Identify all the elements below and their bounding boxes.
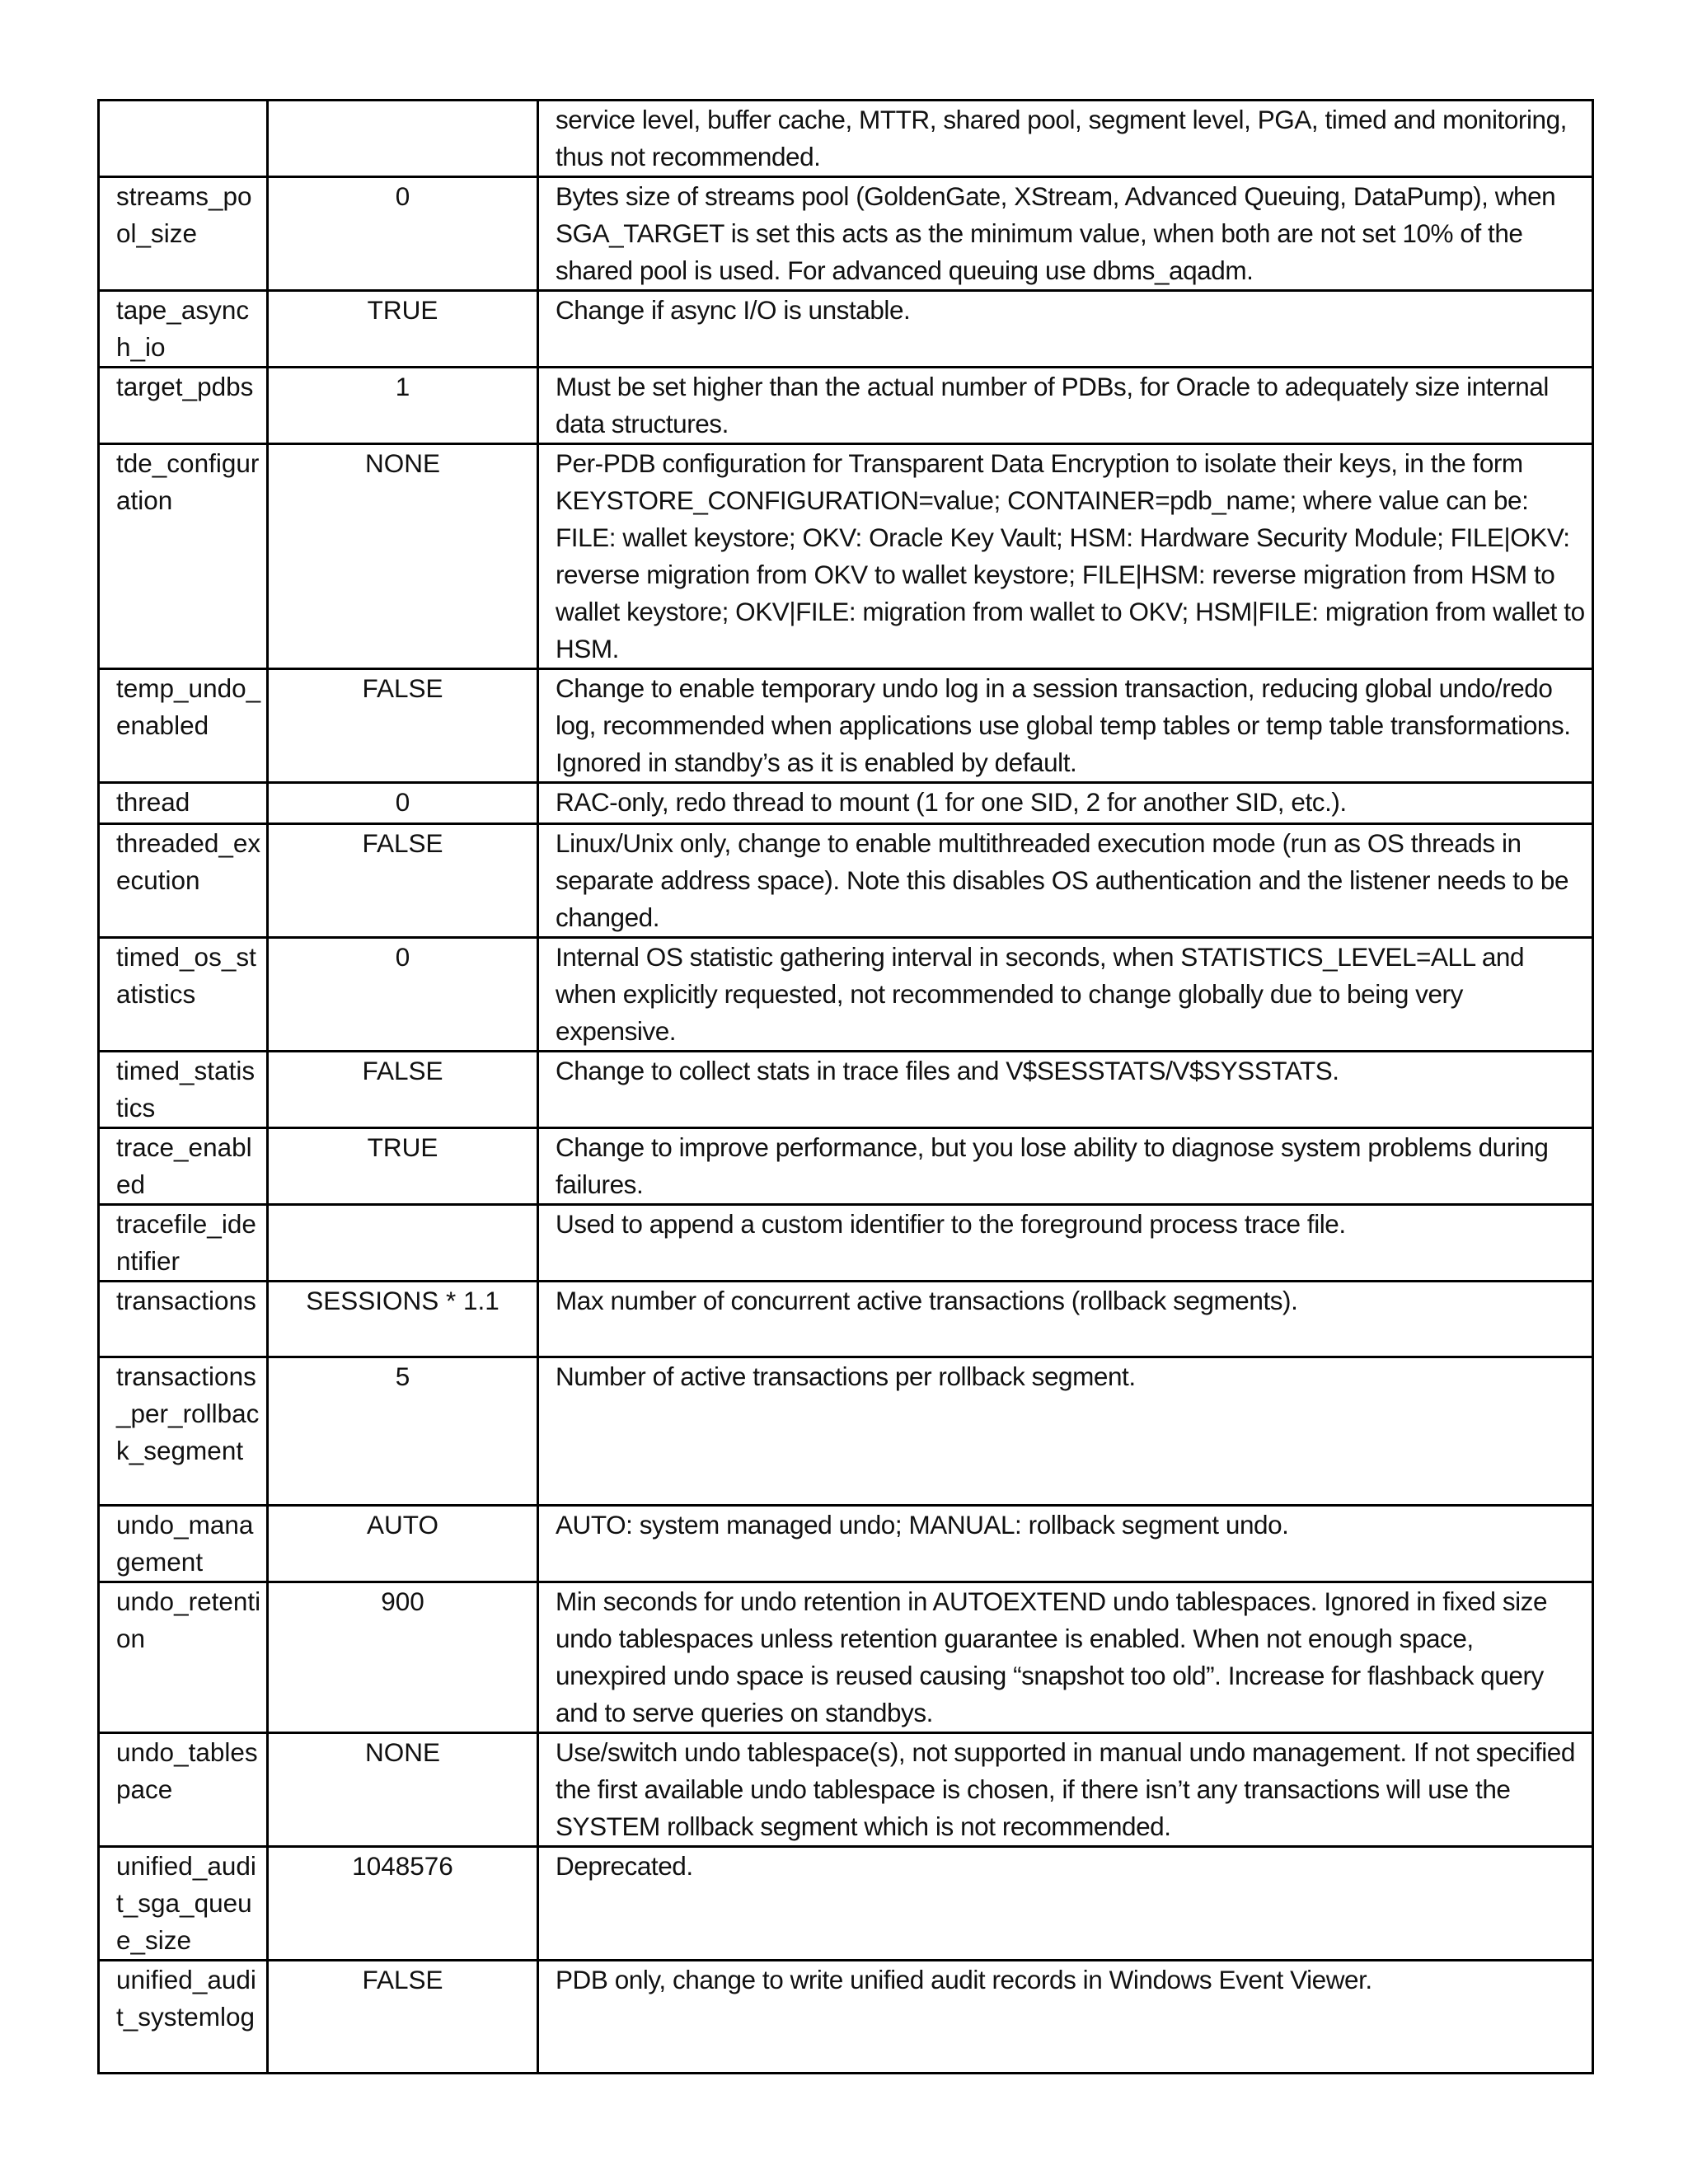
table-row xyxy=(99,1128,1593,1205)
parameter-description: Number of active transactions per rollback segment. xyxy=(538,1357,1593,1506)
parameter-default: TRUE xyxy=(268,1128,538,1205)
table-row xyxy=(99,938,1593,1052)
table-row xyxy=(99,1961,1593,2074)
table-row xyxy=(99,1052,1593,1128)
parameter-default: 0 xyxy=(268,783,538,824)
parameter-name: streams_pool_size xyxy=(99,177,268,291)
parameter-name: tape_asynch_io xyxy=(99,291,268,368)
parameter-name: tracefile_identifier xyxy=(99,1205,268,1282)
parameter-description: Max number of concurrent active transactions (rollback segments). xyxy=(538,1282,1593,1357)
parameter-default: 900 xyxy=(268,1582,538,1733)
parameter-default xyxy=(268,1205,538,1282)
parameter-name: thread xyxy=(99,783,268,824)
parameter-name: temp_undo_enabled xyxy=(99,669,268,783)
parameter-default: 0 xyxy=(268,177,538,291)
parameter-default: NONE xyxy=(268,1733,538,1847)
parameter-description: Change to collect stats in trace files and V$SESSTATS/V$SYSSTATS. xyxy=(538,1052,1593,1128)
parameter-name xyxy=(99,101,268,177)
parameter-table xyxy=(97,99,1594,2074)
parameter-default: AUTO xyxy=(268,1506,538,1582)
parameter-default: 1 xyxy=(268,368,538,444)
table-row xyxy=(99,1282,1593,1357)
parameter-name: target_pdbs xyxy=(99,368,268,444)
parameter-default: TRUE xyxy=(268,291,538,368)
parameter-name: undo_tablespace xyxy=(99,1733,268,1847)
parameter-name: unified_audit_sga_queue_size xyxy=(99,1847,268,1961)
parameter-default: FALSE xyxy=(268,824,538,938)
parameter-description: Must be set higher than the actual number of PDBs, for Oracle to adequately size internal data structures. xyxy=(538,368,1593,444)
parameter-description: Linux/Unix only, change to enable multithreaded execution mode (run as OS threads in separate address space). Note this disables OS authentication and the listener needs to be changed. xyxy=(538,824,1593,938)
parameter-description: Min seconds for undo retention in AUTOEXTEND undo tablespaces. Ignored in fixed size undo tablespaces unless retention guarantee is enabled. When not enough space, unexpired undo space is reused causing “snapshot too old”. Increase for flashback query and to serve queries on standbys. xyxy=(538,1582,1593,1733)
table-row xyxy=(99,669,1593,783)
parameter-name: undo_retention xyxy=(99,1582,268,1733)
table-row xyxy=(99,1506,1593,1582)
parameter-description: Change to enable temporary undo log in a session transaction, reducing global undo/redo log, recommended when applications use global temp tables or temp table transformations. Ignored in standby’s as it is enabled by default. xyxy=(538,669,1593,783)
parameter-name: unified_audit_systemlog xyxy=(99,1961,268,2074)
table-row xyxy=(99,1582,1593,1733)
parameter-description: RAC-only, redo thread to mount (1 for one SID, 2 for another SID, etc.). xyxy=(538,783,1593,824)
table-row xyxy=(99,1205,1593,1282)
table-row xyxy=(99,291,1593,368)
table-row xyxy=(99,1357,1593,1506)
parameter-default: SESSIONS * 1.1 xyxy=(268,1282,538,1357)
parameter-description: service level, buffer cache, MTTR, shared pool, segment level, PGA, timed and monitoring, thus not recommended. xyxy=(538,101,1593,177)
parameter-default: FALSE xyxy=(268,669,538,783)
table-row xyxy=(99,824,1593,938)
parameter-description: Bytes size of streams pool (GoldenGate, XStream, Advanced Queuing, DataPump), when SGA_TARGET is set this acts as the minimum value, when both are not set 10% of the shared pool is used. For advanced queuing use dbms_aqadm. xyxy=(538,177,1593,291)
parameter-description: Use/switch undo tablespace(s), not supported in manual undo management. If not specified the first available undo tablespace is chosen, if there isn’t any transactions will use the SYSTEM rollback segment which is not recommended. xyxy=(538,1733,1593,1847)
table-row xyxy=(99,1847,1593,1961)
parameter-description: Internal OS statistic gathering interval in seconds, when STATISTICS_LEVEL=ALL and when explicitly requested, not recommended to change globally due to being very expensive. xyxy=(538,938,1593,1052)
parameter-name: timed_os_statistics xyxy=(99,938,268,1052)
parameter-name: threaded_execution xyxy=(99,824,268,938)
parameter-default xyxy=(268,101,538,177)
parameter-default: NONE xyxy=(268,444,538,669)
parameter-description: Per-PDB configuration for Transparent Data Encryption to isolate their keys, in the form KEYSTORE_CONFIGURATION=value; CONTAINER=pdb_name; where value can be: FILE: wallet keystore; OKV: Oracle Key Vault; HSM: Hardware Security Module; FILE|OKV: reverse migration from OKV to wallet keystore; FILE|HSM: reverse migration from HSM to wallet keystore; OKV|FILE: migration from wallet to OKV; HSM|FILE: migration from wallet to HSM. xyxy=(538,444,1593,669)
parameter-description: AUTO: system managed undo; MANUAL: rollback segment undo. xyxy=(538,1506,1593,1582)
parameter-name: tde_configuration xyxy=(99,444,268,669)
parameter-description: Change if async I/O is unstable. xyxy=(538,291,1593,368)
parameter-default: 0 xyxy=(268,938,538,1052)
parameter-name: trace_enabled xyxy=(99,1128,268,1205)
parameter-description: PDB only, change to write unified audit records in Windows Event Viewer. xyxy=(538,1961,1593,2074)
parameter-name: timed_statistics xyxy=(99,1052,268,1128)
table-row xyxy=(99,177,1593,291)
parameter-default: 5 xyxy=(268,1357,538,1506)
table-row xyxy=(99,101,1593,177)
parameter-name: transactions xyxy=(99,1282,268,1357)
parameter-name: undo_management xyxy=(99,1506,268,1582)
parameter-description: Deprecated. xyxy=(538,1847,1593,1961)
parameter-description: Change to improve performance, but you lose ability to diagnose system problems during failures. xyxy=(538,1128,1593,1205)
parameter-name: transactions_per_rollback_segment xyxy=(99,1357,268,1506)
parameter-default: FALSE xyxy=(268,1961,538,2074)
table-row xyxy=(99,1733,1593,1847)
table-row xyxy=(99,444,1593,669)
parameter-default: FALSE xyxy=(268,1052,538,1128)
parameter-default: 1048576 xyxy=(268,1847,538,1961)
parameter-description: Used to append a custom identifier to the foreground process trace file. xyxy=(538,1205,1593,1282)
table-row xyxy=(99,783,1593,824)
table-row xyxy=(99,368,1593,444)
